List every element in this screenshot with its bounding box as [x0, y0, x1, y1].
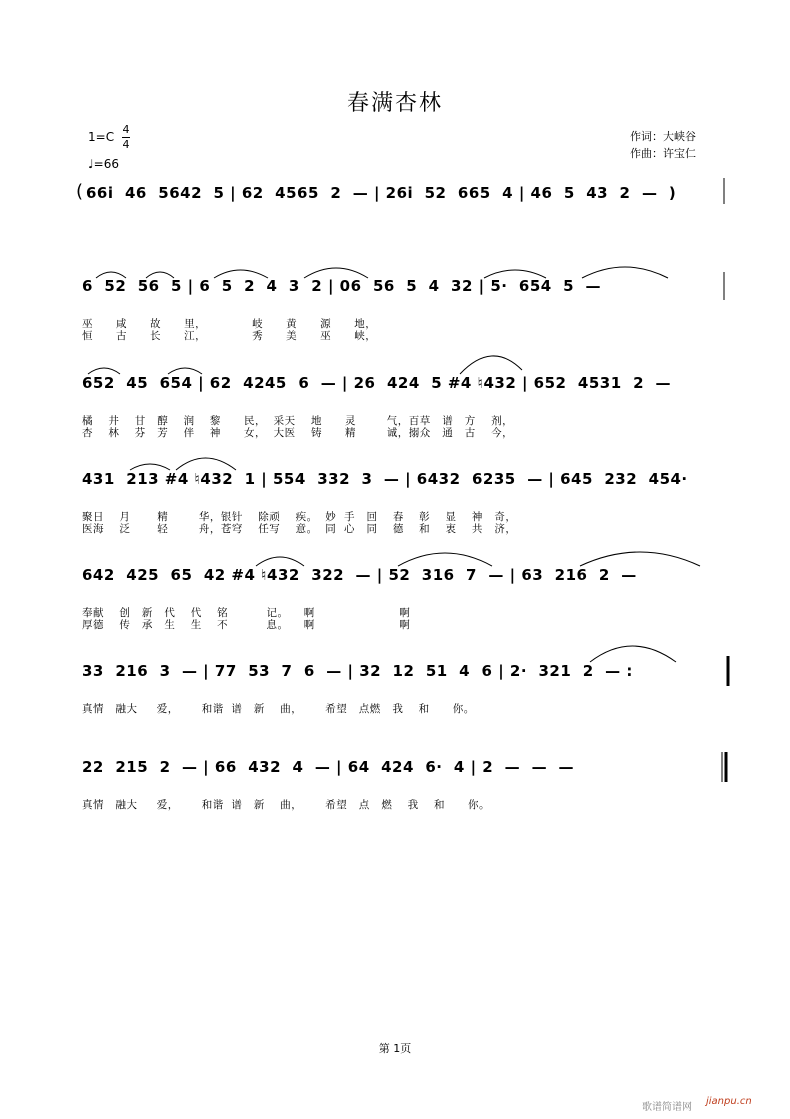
time-signature-bottom: 4 — [122, 138, 130, 151]
page-number: 第 1页 — [378, 1042, 412, 1055]
lyricist-credit: 作词：大峡谷 — [630, 130, 696, 143]
lyric-line-5a: 奉献 创 新 代 代 铭 记。 啊 啊 — [82, 607, 411, 619]
slur — [580, 552, 700, 566]
music-line-2: 6 52 56 5 | 6 5 2 4 3 2 | 06 56 5 4 32 | 5· 654 5 — — [82, 277, 602, 295]
tempo-marking: ♩=66 — [88, 157, 119, 171]
slur — [146, 272, 174, 278]
watermark-url: jianpu.cn — [706, 1096, 752, 1107]
lyric-line-4a: 聚日 月 精 华，银针 除顽 疾。 妙 手 回 春 彰 显 神 奇， — [82, 511, 517, 523]
slur — [590, 646, 676, 662]
slur — [88, 368, 120, 374]
intro-open-paren: ( — [76, 181, 84, 202]
slur — [214, 270, 268, 278]
slur — [168, 368, 202, 374]
lyric-line-7: 真情 融大 爱， 和谐 谱 新 曲， 希望 点 燃 我 和 你。 — [82, 799, 491, 811]
lyric-line-6: 真情 融大 爱， 和谐 谱 新 曲， 希望 点燃 我 和 你。 — [82, 703, 475, 715]
music-line-6: 33 216 3 — | 77 53 7 6 — | 32 12 51 4 6 | 2· 321 2 — : — [82, 662, 633, 680]
lyric-line-2a: 巫 咸 故 里， 岐 黄 源 地， — [82, 318, 377, 330]
music-line-1: 66i 46 5642 5 | 62 4565 2 — | 26i 52 665 4 | 46 5 43 2 — ) — [86, 184, 677, 202]
slur — [96, 272, 126, 278]
time-signature-top: 4 — [122, 123, 130, 136]
music-line-5: 642 425 65 42 #4 ♮432 322 — | 52 316 7 — | 63 216 2 — — [82, 566, 637, 584]
music-line-7: 22 215 2 — | 66 432 4 — | 64 424 6· 4 | 2 — — — — [82, 758, 575, 776]
lyric-line-3b: 杏 林 芬 芳 伴 神 女， 大医 铸 精 诚，搦众 通 古 今， — [82, 427, 514, 439]
slur — [484, 270, 546, 278]
lyric-line-3a: 橘 井 甘 醇 润 黎 民， 采天 地 灵 气，百草 谱 方 剂， — [82, 415, 514, 427]
slur — [176, 458, 236, 470]
slur — [398, 553, 492, 566]
music-line-4: 431 213 #4 ♮432 1 | 554 332 3 — | 6432 6235 — | 645 232 454· — [82, 470, 688, 488]
slur — [304, 268, 368, 278]
slur — [130, 464, 170, 470]
slur — [256, 557, 304, 566]
music-line-3: 652 45 654 | 62 4245 6 — | 26 424 5 #4 ♮432 | 652 4531 2 — — [82, 374, 672, 392]
lyric-line-4b: 医海 泛 轻 舟，苍穹 任写 意。 同 心 同 德 和 衷 共 济， — [82, 523, 517, 535]
song-title: 春满杏林 — [346, 91, 443, 116]
slur — [460, 356, 522, 374]
composer-credit: 作曲：许宝仁 — [630, 147, 696, 160]
key-signature: 1=C — [88, 130, 115, 144]
lyric-line-2b: 恒 古 长 江， 秀 美 巫 峡， — [82, 330, 377, 342]
watermark-site: 歌谱简谱网 — [642, 1102, 692, 1113]
slur — [582, 267, 668, 278]
lyric-line-5b: 厚德 传 承 生 生 不 息。 啊 啊 — [82, 619, 411, 631]
